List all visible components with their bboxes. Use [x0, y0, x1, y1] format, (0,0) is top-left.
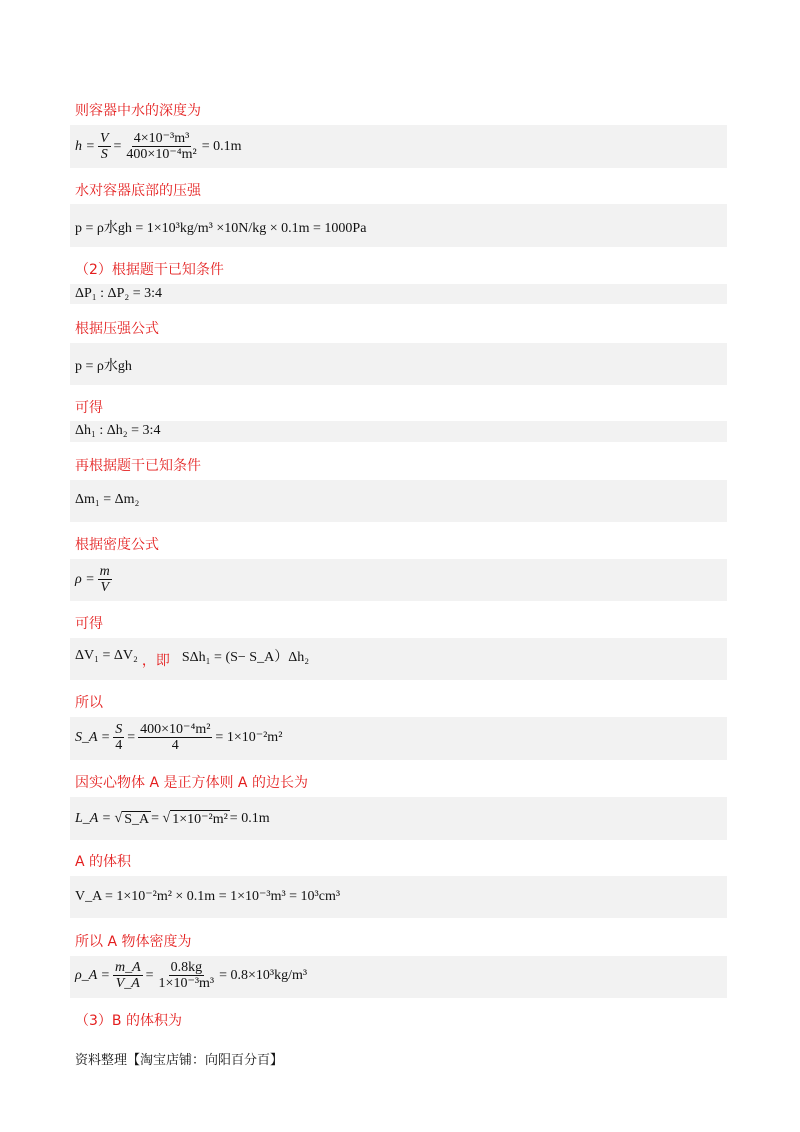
equation-box-7	[70, 559, 727, 601]
label-density-formula: 根据密度公式	[75, 537, 159, 553]
frac-num: m_A	[114, 960, 141, 975]
eq-rhs: = 0.1m	[201, 138, 242, 154]
fraction	[113, 960, 143, 991]
eq-lhs: ρ_A =	[75, 967, 110, 983]
equation-box-11	[70, 876, 727, 918]
eq-lhs: h =	[75, 138, 95, 154]
frac-den: 4	[171, 738, 179, 753]
equation-volume-equal	[75, 642, 309, 670]
frac-num: V	[99, 131, 109, 146]
eq-rhs: = 1×10⁻²m²	[215, 730, 283, 745]
equation-height-ratio: Δh₁ : Δh₂ = 3:4	[75, 423, 161, 438]
eq-lhs: ρ =	[75, 571, 95, 587]
frac-num: 4×10⁻³m³	[133, 131, 190, 146]
eq-rhs: = 0.8×10³kg/m³	[219, 967, 308, 983]
fraction	[98, 564, 112, 595]
radicand: S_A	[124, 811, 150, 827]
label-volume-b: （3）B 的体积为	[75, 1013, 182, 1029]
fraction	[124, 131, 198, 162]
equation-mass-equal: Δm₁ = Δm₂	[75, 492, 140, 507]
equals-sign: =	[127, 729, 136, 745]
frac-den: 1×10⁻³m³	[158, 976, 215, 991]
radicand: 1×10⁻²m²	[172, 812, 228, 827]
label-density-a: 所以 A 物体密度为	[75, 934, 192, 950]
frac-num: 400×10⁻⁴m²	[140, 722, 211, 737]
frac-den: V	[100, 580, 110, 595]
equation-density-formula	[75, 564, 115, 595]
page-footer: 资料整理【淘宝店铺：向阳百分百】	[75, 1053, 284, 1068]
eq-mid: = √	[151, 811, 171, 826]
eq-part-a: ΔV₁ = ΔV₂	[75, 648, 138, 663]
equation-pressure-ratio: ΔP₁ : ΔP₂ = 3:4	[75, 286, 163, 301]
eq-lhs: S_A =	[75, 729, 111, 745]
fraction	[138, 722, 212, 753]
eq-rhs: = 0.1m	[229, 811, 270, 826]
equation-pressure: p = ρ水gh = 1×10³kg/m³ ×10N/kg × 0.1m = 1000Pa	[75, 221, 367, 236]
fraction	[98, 131, 111, 162]
equation-box-10	[70, 797, 727, 840]
equation-density-a	[75, 960, 307, 991]
equation-box-5	[70, 421, 727, 442]
frac-num: S	[115, 722, 123, 737]
frac-num: 0.8kg	[170, 960, 203, 975]
fraction	[113, 722, 124, 753]
label-therefore: 所以	[75, 695, 103, 711]
equals-sign: =	[113, 138, 122, 154]
label-known-condition-2: （2）根据题干已知条件	[75, 262, 224, 278]
equation-box-9	[70, 717, 727, 760]
frac-den: V_A	[115, 976, 140, 991]
equation-box-8	[70, 638, 727, 680]
eq-separator: ，即	[141, 653, 170, 669]
equation-depth	[75, 131, 241, 162]
equation-box-4	[70, 343, 727, 385]
equation-area-a	[75, 722, 282, 753]
label-water-depth: 则容器中水的深度为	[75, 103, 201, 119]
eq-part-b: SΔh₁ = (S− S_A）Δh₂	[181, 650, 310, 665]
frac-den: S	[100, 147, 108, 162]
frac-den: 4	[115, 738, 123, 753]
label-side-length: 因实心物体 A 是正方体则 A 的边长为	[75, 775, 308, 791]
equation-box-6	[70, 480, 727, 522]
equation-box-3	[70, 284, 727, 304]
frac-num: m	[99, 564, 110, 579]
equation-volume-a: V_A = 1×10⁻²m² × 0.1m = 1×10⁻³m³ = 10³cm³	[75, 889, 341, 904]
label-derive: 可得	[75, 400, 103, 416]
frac-den: 400×10⁻⁴m²	[126, 147, 197, 162]
fraction	[157, 960, 217, 991]
label-pressure-formula: 根据压强公式	[75, 321, 159, 337]
label-known-condition: 再根据题干已知条件	[75, 458, 201, 474]
eq-lhs: L_A = √	[75, 811, 123, 826]
label-water-pressure: 水对容器底部的压强	[75, 183, 201, 199]
label-volume-a: A 的体积	[75, 854, 132, 870]
equals-sign: =	[145, 967, 154, 983]
label-derive-2: 可得	[75, 616, 103, 632]
equation-box-2	[70, 204, 727, 247]
equation-box-12	[70, 956, 727, 998]
equation-side-length	[75, 810, 270, 828]
equation-pressure-formula: p = ρ水gh	[75, 359, 132, 374]
equation-box-1	[70, 125, 727, 168]
